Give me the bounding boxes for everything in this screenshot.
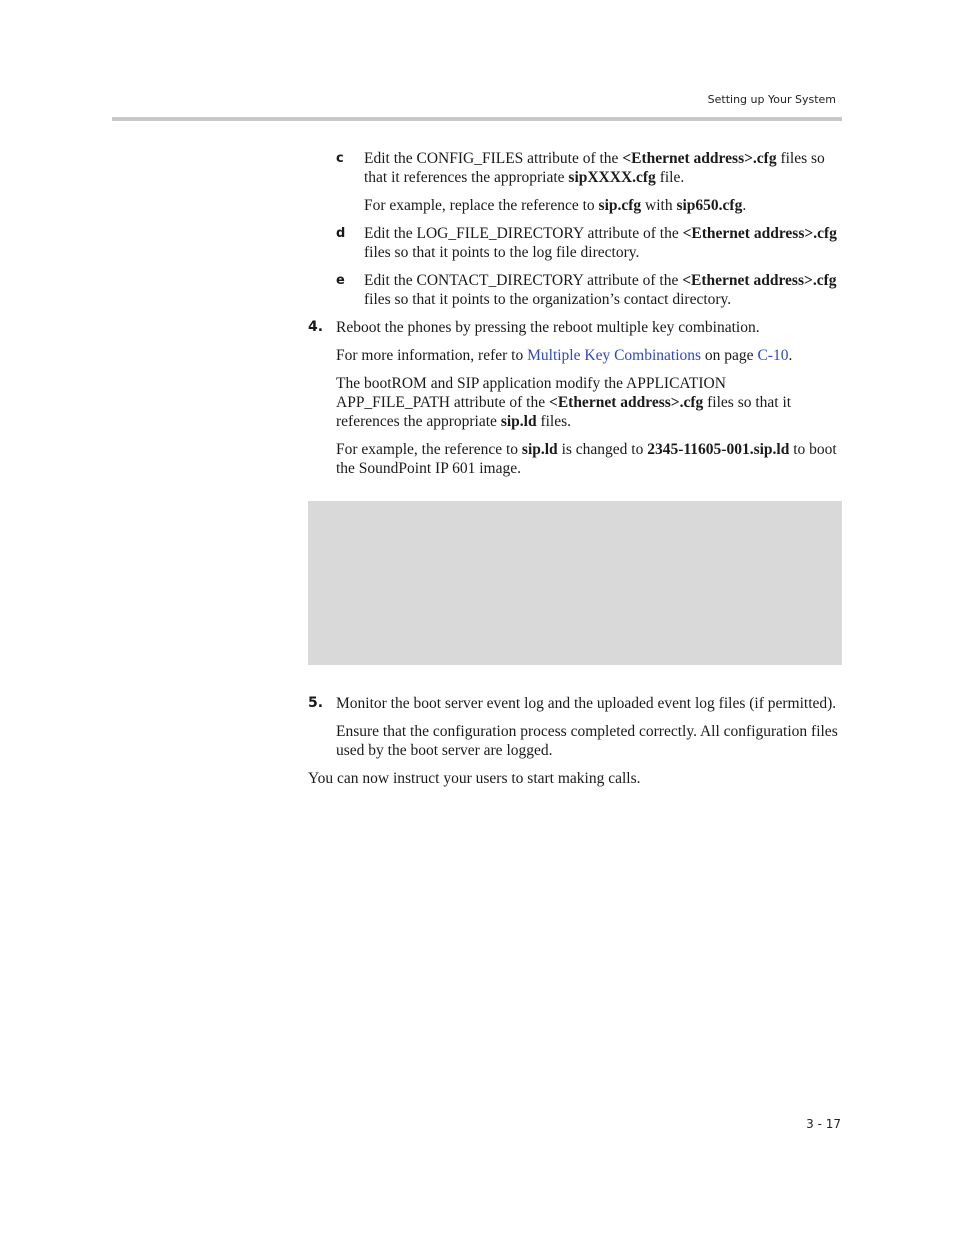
filename-ethernet-cfg: <Ethernet address>.cfg xyxy=(622,150,777,167)
step-5-text: Monitor the boot server event log and the uploaded event log files (if permitted). xyxy=(336,695,837,712)
note-box xyxy=(308,501,842,665)
example-text: . xyxy=(742,197,747,214)
filename-sip-cfg: sip.cfg xyxy=(598,197,642,214)
step-4-example xyxy=(308,440,842,478)
filename-sip650-cfg: sip650.cfg xyxy=(676,197,743,214)
step-4-more-info xyxy=(308,346,842,365)
substep-c xyxy=(308,149,842,187)
filename-sip-ld: sip.ld xyxy=(521,441,558,458)
header-rule xyxy=(112,117,842,121)
more-info-text: on page xyxy=(701,347,758,364)
example-text: with xyxy=(641,197,677,214)
substep-e-text: files so that it points to the organization’s contact directory. xyxy=(364,291,732,308)
substep-d-text: files so that it points to the log file directory. xyxy=(364,244,640,261)
running-header: Setting up Your System xyxy=(707,93,836,106)
more-info-text: For more information, refer to xyxy=(336,347,528,364)
step-5-ensure: Ensure that the configuration process completed correctly. All configuration files used by the boot server are logged. xyxy=(336,723,838,759)
filename-ethernet-cfg: <Ethernet address>.cfg xyxy=(682,272,837,289)
filename-sipxxxx-cfg: sipXXXX.cfg xyxy=(568,169,656,186)
page-content xyxy=(308,149,842,797)
page-number: 3 - 17 xyxy=(806,1117,841,1131)
substep-c-text: files so that it references the appropriate xyxy=(364,150,825,186)
substep-d-marker: d xyxy=(336,226,346,241)
step-5 xyxy=(308,694,842,713)
step-4-bootrom-para xyxy=(308,374,842,431)
filename-ethernet-cfg: <Ethernet address>.cfg xyxy=(682,225,837,242)
filename-ethernet-cfg: <Ethernet address>.cfg xyxy=(548,394,704,411)
substep-c-marker: c xyxy=(336,151,344,166)
multiple-key-combinations-link[interactable]: Multiple Key Combinations xyxy=(527,347,702,364)
bootrom-text: The bootROM and SIP application modify the APPLICATION APP_FILE_PATH attribute of the xyxy=(336,375,726,411)
step-4-text: Reboot the phones by pressing the reboot multiple key combination. xyxy=(336,319,760,336)
step-5-marker: 5. xyxy=(308,695,324,711)
filename-sip-ld: sip.ld xyxy=(500,413,537,430)
example-text: is changed to xyxy=(557,441,648,458)
example-text: For example, the reference to xyxy=(336,441,522,458)
filename-2345-sip-ld: 2345-11605-001.sip.ld xyxy=(647,441,790,458)
substep-e xyxy=(308,271,842,309)
bootrom-text: files so that it references the appropriate xyxy=(336,394,792,430)
closing-paragraph: You can now instruct your users to start making calls. xyxy=(308,770,641,787)
substep-d xyxy=(308,224,842,262)
substep-e-text: Edit the CONTACT_DIRECTORY attribute of the xyxy=(364,272,683,289)
substep-d-text: Edit the LOG_FILE_DIRECTORY attribute of the xyxy=(364,225,683,242)
substep-c-text: Edit the CONFIG_FILES attribute of the xyxy=(364,150,623,167)
bootrom-text: files. xyxy=(536,413,572,430)
substep-c-text: file. xyxy=(655,169,685,186)
example-text: For example, replace the reference to xyxy=(364,197,599,214)
more-info-text: . xyxy=(788,347,793,364)
substep-e-marker: e xyxy=(336,273,345,288)
step-4 xyxy=(308,318,842,337)
example-text: to boot the SoundPoint IP 601 image. xyxy=(336,441,837,477)
page-c10-link[interactable]: C-10 xyxy=(757,347,789,364)
substep-c-example xyxy=(308,196,842,215)
step-4-marker: 4. xyxy=(308,319,324,335)
